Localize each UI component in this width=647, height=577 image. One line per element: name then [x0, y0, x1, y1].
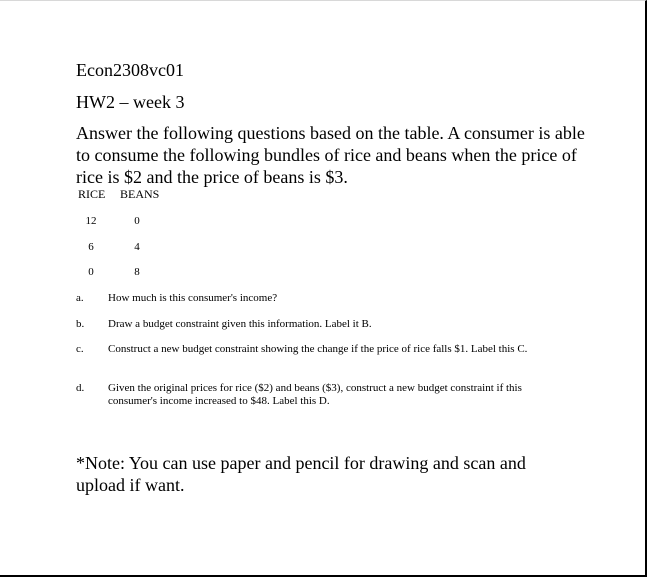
table-cell-rice: 6 — [88, 241, 94, 253]
note-text: *Note: You can use paper and pencil for drawing and scan and upload if want. — [76, 453, 526, 495]
question-letter: a. — [76, 292, 84, 304]
question-text: How much is this consumer's income? — [108, 292, 278, 304]
table-header — [78, 187, 159, 202]
question-letter: d. — [76, 382, 85, 394]
question-text: Draw a budget constraint given this information. Label it B. — [108, 318, 372, 330]
table-cell-rice: 12 — [85, 215, 97, 227]
header-beans: BEANS — [120, 187, 160, 201]
header-rice: RICE — [78, 187, 106, 201]
table-cell-beans: 8 — [134, 266, 140, 278]
question-intro: Answer the following questions based on the table. A consumer is able to consume the following bundles of rice and beans when the price of rice is $2 and the price of beans is $3. — [76, 123, 585, 187]
table-cell-beans: 4 — [134, 241, 140, 253]
table-cell-beans: 0 — [134, 215, 140, 227]
course-code: Econ2308vc01 — [76, 60, 184, 80]
assignment-title: HW2 – week 3 — [76, 92, 185, 112]
question-letter: c. — [76, 343, 84, 355]
question-letter: b. — [76, 318, 85, 330]
table-cell-rice: 0 — [88, 266, 94, 278]
question-text: Given the original prices for rice ($2) and beans ($3), construct a new budget constraint if this consumer's income increased to $48. Label this D. — [108, 382, 522, 407]
question-text: Construct a new budget constraint showing the change if the price of rice falls $1. Label this C. — [108, 343, 528, 355]
